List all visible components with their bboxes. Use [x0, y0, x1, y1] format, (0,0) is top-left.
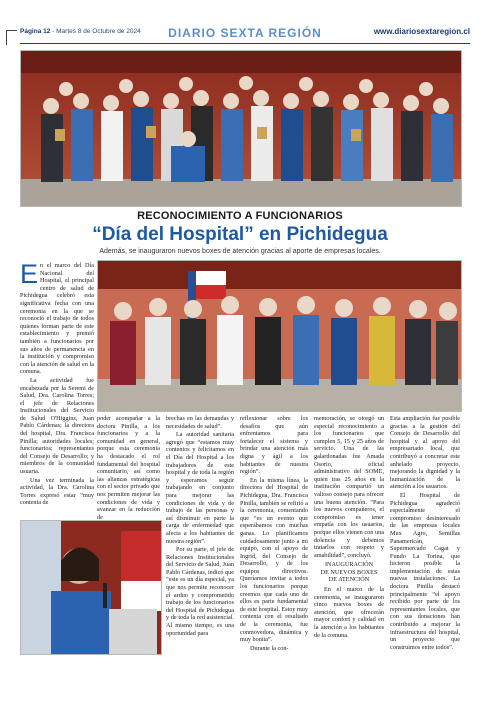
article-kicker: RECONOCIMIENTO A FUNCIONARIOS [137, 210, 343, 222]
page-header [20, 26, 470, 42]
paragraph: En la misma línea, la directora del Hospital de Pichidegua, Dra. Francisca Pinilla, también se refirió a la ceremonia, comentando que “es un evento que esperábamos con muchas ganas. Lo planificamos cuidadosamente junto a mi equipo, con el apoyo de Ingrid, del Consejo de Desarrollo, y de los equipos directivos. Queríamos invitar a todos los funcionarios porque creemos que cada uno de ellos es parte fundamental de este hospital. Estoy muy contenta con el resultado de la ceremonia, fue conmovedora, dinámica y muy bonita”. [240, 476, 308, 644]
paragraph: poder acompañar a la doctora Pinilla, a los funcionarios y a la comunidad en general, porque esta ceremonia ha destacado el rol fundamental del hospital comunitario, así como las alianzas estratégicas con el sector privado que nos permiten mejorar las condiciones de vida y avanzar en la reducción de [97, 415, 160, 521]
paragraph: En el marco de la ceremonia, se inauguraron cinco nuevos boxes de atención, que ofrecerán mayor confort y calidad en la atención a los habitantes de la comuna. [314, 586, 384, 639]
subheading-line: DE ATENCIÓN [328, 576, 370, 584]
article-column-3 [166, 415, 234, 638]
group-photo-top [20, 50, 462, 207]
ceremony-photo [97, 260, 462, 412]
article-column-2 [97, 415, 160, 522]
header-rule [20, 43, 470, 44]
article-column-1 [20, 259, 94, 508]
paragraph: memoración, se otorgó un especial reconocimiento a los funcionarios que cumplen 5, 15 y 25 años de servicio. Una de las galardonadas fue Amada Osorio, oficial administrativo del SOME, quien tras 25 años en la institución compartió un valioso consejo para ofrecer una buena atención. “Para los nuevos compañeros, el compromiso es tener empatía con los usuarios, porque ellos vienen con una dolencia y debemos tratarlos con respeto y amabilidad”, concluyó. [314, 415, 384, 559]
paragraph: brechas en las demandas y necesidades de salud”. [166, 415, 234, 430]
paragraph: Durante la con- [250, 644, 289, 652]
subheading-line: INAUGURACIÓN [324, 561, 374, 569]
website-link[interactable]: www.diariosextaregion.cl [373, 27, 470, 36]
article-column-5 [314, 415, 384, 640]
page-number: Página 12 [20, 28, 51, 35]
newspaper-name: DIARIO SEXTA REGIÓN [168, 26, 322, 40]
article-headline: “Día del Hospital” en Pichidegua [92, 224, 388, 245]
speaker-photo [20, 520, 162, 655]
paragraph: n el marco del Día Nacional del Hospital, el principal centro de salud de Pichidegua celebró esta significativa fecha con una ceremonia en la que se reconoció el trabajo de todos quienes forman parte de este establecimiento y premió también a funcionarios por sus años de permanencia en la institución y compromiso con la atención de salud en la comuna. [20, 262, 94, 376]
page-corner-mark [6, 30, 17, 45]
paragraph: El Hospital de Pichidegua agradeció especialmente el compromiso desinteresado de las empresas locales Mux Agro, Semillas Panamericán, Supermercado Cagat y Fundo La Torina, que hicieron posible la implementación de estas nuevas instalaciones. La doctora Pinilla destacó principalmente “el apoyo recibido por parte de los representantes locales, que con sus donaciones han contribuido a mejorar la infraestructura del hospital, un proyecto que construimos entre todos”. [390, 491, 460, 651]
subheading-line: DE NUEVOS BOXES [320, 568, 378, 576]
paragraph: Una vez terminada la actividad, la Dra. Carolina Torres expresó estar “muy contenta de [20, 476, 94, 507]
paragraph: Por su parte, el jefe de Relaciones Institucionales del Servicio de Salud, Juan Pablo Cárdenas, indicó que “este es un día especial, ya que nos permite reconocer el arduo y comprometido trabajo de los funcionarios del Hospital de Pichidegua y de toda la red asistencial. Al mismo tiempo, es una oportunidad para [166, 546, 234, 637]
article-column-4 [240, 415, 308, 653]
section-subheading [314, 561, 384, 584]
issue-date: - Martes 8 de Octubre de 2024 [52, 28, 141, 35]
article-subheadline: Además, se inauguraron nuevos boxes de atención gracias al aporte de empresas locales. [99, 248, 381, 255]
article-column-6 [390, 415, 460, 652]
paragraph: La autoridad sanitaria agregó que “estamos muy contentos y felicitamos en el Día del Hospital a los trabajadores de este hospital y de toda la región y esperamos seguir trabajando en conjunto para mejorar las condiciones de vida y de trabajo de las personas y así disminuir en parte la carga de enfermedad que afecta a los habitantes de nuestra región”. [166, 431, 234, 545]
paragraph: reflexionar sobre los desafíos que aún enfrentamos para fortalecer el sistema y brindar una atención más digna y ágil a los habitantes de nuestra región”. [240, 415, 308, 476]
paragraph: Esta ampliación fue posible gracias a la gestión del Consejo de Desarrollo del hospital y al apoyo del empresariado local, que contribuyó a concretar este anhelado proyecto, mejorando la dignidad y la humanización de la atención a los usuarios. [390, 415, 460, 491]
paragraph: La actividad fue encabezada por la Seremi de Salud, Dra. Carolina Torres; el jefe de Relaciones Institucionales del Servicio de Salud O'Higgins, Juan Pablo Cárdenas; la directora del hospital, Dra. Francisca Pinilla; autoridades locales; funcionarios; representantes del Consejo de Desarrollo; y miembros de la comunidad usuaria. [20, 376, 94, 476]
drop-cap: E [20, 259, 39, 289]
